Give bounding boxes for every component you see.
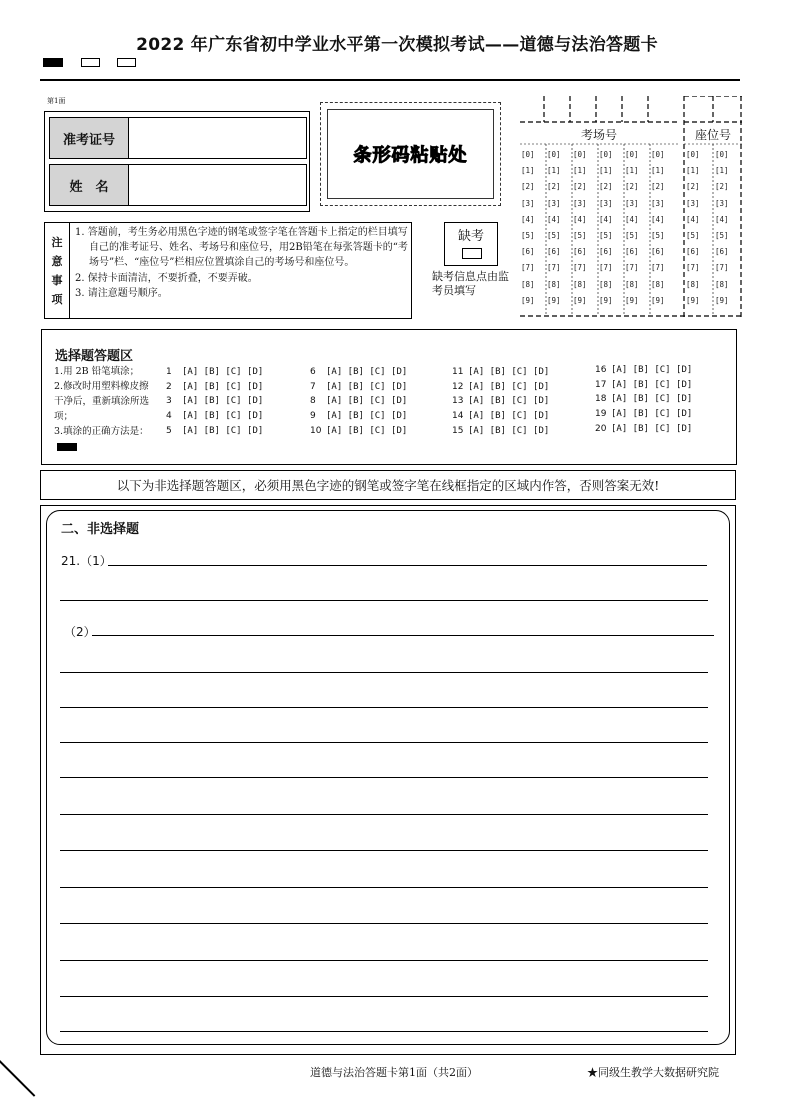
exam-room-bubble[interactable]: [6] bbox=[651, 247, 665, 257]
answer-line[interactable] bbox=[60, 1031, 708, 1032]
choice-question[interactable] bbox=[166, 426, 263, 436]
exam-room-bubble[interactable]: [0] bbox=[521, 150, 535, 159]
choice-question[interactable] bbox=[166, 396, 263, 406]
instruction-line: 2.修改时用塑料橡皮擦干净后，重新填涂所选项； bbox=[54, 381, 150, 422]
question-number: 8 bbox=[310, 396, 316, 407]
instruction-text: 3.填涂的正确方法是： bbox=[54, 426, 149, 437]
barcode-label: 条形码粘贴处 bbox=[327, 109, 494, 199]
answer-line[interactable] bbox=[60, 996, 708, 997]
seat-bubble[interactable]: [2] bbox=[715, 182, 729, 192]
seat-bubble[interactable]: [8] bbox=[715, 279, 729, 289]
seat-label: 座位号 bbox=[694, 128, 731, 142]
question-number: 11 bbox=[452, 367, 464, 377]
name-label: 姓 名 bbox=[50, 165, 129, 205]
exam-room-bubble[interactable]: [3] bbox=[599, 198, 613, 208]
footer-publisher: ★同级生教学大数据研究院 bbox=[587, 1066, 719, 1079]
exam-room-bubble[interactable]: [6] bbox=[521, 247, 535, 257]
exam-room-bubble[interactable]: [6] bbox=[599, 247, 613, 257]
exam-room-bubble[interactable]: [5] bbox=[547, 231, 561, 240]
answer-options[interactable]: [A] [B] [C] [D] bbox=[326, 425, 408, 436]
answer-options[interactable]: [A] [B] [C] [D] bbox=[182, 367, 264, 377]
page-label: 第1面 bbox=[47, 97, 66, 105]
answer-options[interactable]: [A] [B] [C] [D] bbox=[468, 411, 550, 422]
choice-question[interactable] bbox=[166, 367, 263, 377]
choice-question[interactable] bbox=[595, 409, 692, 419]
notice-text bbox=[75, 225, 409, 301]
question-number: 12 bbox=[452, 381, 464, 392]
exam-room-bubble[interactable]: [3] bbox=[547, 198, 561, 208]
choice-question[interactable] bbox=[595, 365, 692, 375]
header-divider bbox=[40, 79, 740, 81]
exam-room-bubble[interactable]: [5] bbox=[599, 231, 613, 240]
exam-room-bubble[interactable]: [9] bbox=[521, 295, 535, 305]
corner-line bbox=[0, 1060, 35, 1097]
exam-room-bubble[interactable]: [4] bbox=[651, 214, 665, 224]
answer-options[interactable]: [A] [B] [C] [D] bbox=[326, 367, 408, 377]
exam-room-bubble[interactable]: [0] bbox=[599, 150, 613, 159]
answer-options[interactable]: [A] [B] [C] [D] bbox=[326, 396, 408, 407]
answer-line[interactable] bbox=[60, 887, 708, 888]
question-number: 10 bbox=[310, 425, 322, 436]
seat-bubble[interactable]: [1] bbox=[686, 166, 700, 176]
exam-room-bubble[interactable]: [4] bbox=[599, 214, 613, 224]
exam-number-label: 准考证号 bbox=[50, 118, 129, 158]
seat-bubble[interactable]: [6] bbox=[715, 247, 729, 257]
seat-bubble[interactable]: [5] bbox=[715, 231, 729, 240]
question-number: 6 bbox=[310, 367, 316, 377]
answer-options[interactable]: [A] [B] [C] [D] bbox=[468, 425, 550, 436]
exam-room-bubble[interactable]: [1] bbox=[573, 166, 587, 176]
seat-bubble[interactable]: [4] bbox=[686, 214, 700, 224]
exam-room-bubble[interactable]: [4] bbox=[573, 214, 587, 224]
exam-room-bubble[interactable]: [3] bbox=[521, 198, 535, 208]
answer-options[interactable]: [A] [B] [C] [D] bbox=[611, 423, 693, 434]
choice-question[interactable] bbox=[595, 380, 692, 390]
seat-bubble[interactable]: [8] bbox=[686, 279, 700, 289]
answer-options[interactable]: [A] [B] [C] [D] bbox=[182, 425, 264, 436]
choice-question[interactable] bbox=[595, 424, 692, 434]
choice-question[interactable] bbox=[166, 382, 263, 392]
question-number: 16 bbox=[595, 365, 607, 375]
answer-options[interactable]: [A] [B] [C] [D] bbox=[182, 396, 264, 407]
answer-line[interactable] bbox=[60, 672, 708, 673]
seat-bubble[interactable]: [4] bbox=[715, 214, 729, 224]
notice-item: 3. 请注意题号顺序。 bbox=[75, 287, 168, 299]
answer-line[interactable] bbox=[92, 635, 714, 636]
choice-instructions bbox=[54, 364, 154, 454]
answer-options[interactable]: [A] [B] [C] [D] bbox=[611, 379, 693, 390]
exam-room-bubble[interactable]: [1] bbox=[599, 166, 613, 176]
exam-room-bubble[interactable]: [8] bbox=[651, 279, 665, 289]
absent-note: 缺考信息点由监考员填写 bbox=[432, 270, 509, 297]
exam-number-row bbox=[49, 117, 307, 159]
choice-question[interactable] bbox=[452, 367, 549, 377]
choice-question[interactable] bbox=[310, 426, 407, 436]
exam-room-bubble[interactable]: [8] bbox=[547, 279, 561, 289]
choice-question[interactable] bbox=[452, 426, 549, 436]
answer-line[interactable] bbox=[60, 814, 708, 815]
seat-bubble[interactable]: [9] bbox=[715, 295, 729, 305]
notice-side-char: 意 bbox=[51, 254, 63, 268]
exam-room-bubble[interactable]: [1] bbox=[547, 166, 561, 176]
exam-room-bubble[interactable]: [4] bbox=[625, 214, 639, 224]
exam-room-bubble[interactable]: [0] bbox=[625, 150, 639, 159]
exam-room-bubble[interactable]: [5] bbox=[521, 231, 535, 240]
answer-line[interactable] bbox=[60, 960, 708, 961]
exam-room-bubble[interactable]: [7] bbox=[573, 263, 587, 273]
exam-room-bubble[interactable]: [3] bbox=[573, 198, 587, 208]
choice-question[interactable] bbox=[310, 411, 407, 421]
seat-bubble[interactable]: [7] bbox=[686, 263, 700, 273]
exam-room-bubble[interactable]: [4] bbox=[521, 214, 535, 224]
question-number: 9 bbox=[310, 411, 316, 422]
exam-room-bubble[interactable]: [0] bbox=[651, 150, 665, 159]
seat-bubble[interactable]: [3] bbox=[686, 198, 700, 208]
exam-room-bubble[interactable]: [7] bbox=[651, 263, 665, 273]
exam-room-bubble[interactable]: [1] bbox=[651, 166, 665, 176]
choice-question[interactable] bbox=[452, 382, 549, 392]
answer-options[interactable]: [A] [B] [C] [D] bbox=[326, 411, 408, 422]
notice-item: 2. 保持卡面清洁，不要折叠，不要弄破。 bbox=[75, 272, 258, 284]
exam-room-bubble[interactable]: [1] bbox=[521, 166, 535, 176]
exam-room-bubble[interactable]: [9] bbox=[651, 295, 665, 305]
exam-room-bubble[interactable]: [0] bbox=[573, 150, 587, 159]
question-number: 3 bbox=[166, 396, 172, 407]
exam-room-bubble[interactable]: [9] bbox=[625, 295, 639, 305]
non-choice-warning: 以下为非选择题答题区，必须用黑色字迹的钢笔或签字笔在线框指定的区域内作答，否则答案无效! bbox=[40, 470, 736, 500]
answer-options[interactable]: [A] [B] [C] [D] bbox=[468, 381, 550, 392]
answer-line[interactable] bbox=[60, 923, 708, 924]
page-title: 2022 年广东省初中学业水平第一次模拟考试——道德与法治答题卡 bbox=[136, 35, 658, 55]
notice-side-char: 事 bbox=[51, 273, 63, 287]
question-number: 18 bbox=[595, 394, 607, 405]
question-number: 17 bbox=[595, 379, 607, 390]
instruction-line: 1.用 2B 铅笔填涂； bbox=[54, 366, 140, 377]
seat-bubble[interactable]: [7] bbox=[715, 263, 729, 273]
absent-checkbox[interactable] bbox=[462, 248, 482, 259]
filled-example-mark bbox=[57, 443, 77, 451]
answer-line[interactable] bbox=[60, 777, 708, 778]
alignment-mark-empty bbox=[81, 58, 100, 67]
answer-line[interactable] bbox=[60, 850, 708, 851]
notice-side-char: 项 bbox=[51, 292, 63, 306]
question-number: 19 bbox=[595, 409, 607, 420]
answer-options[interactable]: [A] [B] [C] [D] bbox=[611, 409, 693, 420]
alignment-mark-empty bbox=[117, 58, 136, 67]
student-info-box bbox=[44, 111, 310, 212]
exam-room-seat-grid bbox=[520, 96, 742, 317]
question-number: 13 bbox=[452, 396, 464, 407]
question-number: 7 bbox=[310, 381, 316, 392]
exam-room-bubble[interactable]: [9] bbox=[599, 295, 613, 305]
choice-question[interactable] bbox=[452, 396, 549, 406]
exam-room-bubble[interactable]: [9] bbox=[573, 295, 587, 305]
seat-bubble[interactable]: [0] bbox=[715, 150, 729, 159]
exam-room-bubble[interactable]: [6] bbox=[547, 247, 561, 257]
exam-room-bubble[interactable]: [5] bbox=[651, 231, 665, 240]
exam-room-bubble[interactable]: [4] bbox=[547, 214, 561, 224]
notice-item: 1. 答题前，考生务必用黑色字迹的钢笔或签字笔在答题卡上指定的栏目填写自己的准考证号、姓名、考场号和座位号，用2B铅笔在每张答题卡的“考场号”栏、“座位号”栏相应位置填涂自己的考场号和座位号。 bbox=[75, 227, 408, 269]
question-number: 1 bbox=[166, 367, 172, 377]
absent-label: 缺考 bbox=[457, 229, 484, 244]
answer-options[interactable]: [A] [B] [C] [D] bbox=[611, 365, 693, 375]
exam-room-bubble[interactable]: [7] bbox=[547, 263, 561, 273]
notice-side-label bbox=[45, 223, 70, 318]
answer-options[interactable]: [A] [B] [C] [D] bbox=[182, 381, 264, 392]
seat-bubble[interactable]: [0] bbox=[686, 150, 700, 159]
exam-room-bubble[interactable]: [2] bbox=[521, 182, 535, 192]
notice-side-char: 注 bbox=[51, 235, 63, 249]
question-number: 20 bbox=[595, 423, 607, 434]
choice-section-title: 选择题答题区 bbox=[55, 349, 134, 364]
answer-options[interactable]: [A] [B] [C] [D] bbox=[326, 381, 408, 392]
exam-room-bubble[interactable]: [2] bbox=[651, 182, 665, 192]
exam-room-bubble[interactable]: [8] bbox=[625, 279, 639, 289]
exam-room-bubble[interactable]: [8] bbox=[599, 279, 613, 289]
seat-bubble[interactable]: [6] bbox=[686, 247, 700, 257]
choice-question[interactable] bbox=[595, 394, 692, 404]
answer-line[interactable] bbox=[60, 600, 708, 601]
seat-bubble[interactable]: [2] bbox=[686, 182, 700, 192]
question-number: 14 bbox=[452, 411, 464, 422]
exam-room-bubble[interactable]: [6] bbox=[573, 247, 587, 257]
exam-room-bubble[interactable]: [2] bbox=[547, 182, 561, 192]
exam-room-bubble[interactable]: [7] bbox=[521, 263, 535, 273]
question-number: 5 bbox=[166, 425, 172, 436]
exam-room-bubble[interactable]: [2] bbox=[599, 182, 613, 192]
answer-options[interactable]: [A] [B] [C] [D] bbox=[182, 411, 264, 422]
exam-room-bubble[interactable]: [1] bbox=[625, 166, 639, 176]
footer-page-info: 道德与法治答题卡第1面（共2面） bbox=[310, 1066, 478, 1079]
non-choice-title: 二、非选择题 bbox=[61, 522, 140, 537]
choice-question[interactable] bbox=[452, 411, 549, 421]
question-number: 4 bbox=[166, 411, 172, 422]
answer-options[interactable]: [A] [B] [C] [D] bbox=[468, 367, 550, 377]
exam-room-bubble[interactable]: [2] bbox=[573, 182, 587, 192]
exam-room-bubble[interactable]: [3] bbox=[625, 198, 639, 208]
exam-room-label: 考场号 bbox=[580, 128, 617, 142]
exam-room-bubble[interactable]: [6] bbox=[625, 247, 639, 257]
answer-line[interactable] bbox=[108, 565, 707, 566]
answer-options[interactable]: [A] [B] [C] [D] bbox=[611, 394, 693, 405]
name-row bbox=[49, 164, 307, 206]
choice-question[interactable] bbox=[310, 396, 407, 406]
question-number: 2 bbox=[166, 381, 172, 392]
exam-room-bubble[interactable]: [8] bbox=[521, 279, 535, 289]
exam-room-bubble[interactable]: [7] bbox=[599, 263, 613, 273]
choice-question[interactable] bbox=[310, 367, 407, 377]
answer-options[interactable]: [A] [B] [C] [D] bbox=[468, 396, 550, 407]
exam-room-bubble[interactable]: [2] bbox=[625, 182, 639, 192]
seat-bubble[interactable]: [9] bbox=[686, 295, 700, 305]
exam-number-field[interactable] bbox=[129, 118, 306, 158]
notice-box bbox=[44, 222, 412, 319]
choice-question[interactable] bbox=[166, 411, 263, 421]
answer-line[interactable] bbox=[60, 742, 708, 743]
exam-room-bubble[interactable]: [8] bbox=[573, 279, 587, 289]
seat-bubble[interactable]: [3] bbox=[715, 198, 729, 208]
choice-question[interactable] bbox=[310, 382, 407, 392]
seat-bubble[interactable]: [5] bbox=[686, 231, 700, 240]
answer-line[interactable] bbox=[60, 707, 708, 708]
exam-room-bubble[interactable]: [5] bbox=[625, 231, 639, 240]
instruction-line bbox=[54, 424, 154, 454]
exam-room-bubble[interactable]: [3] bbox=[651, 198, 665, 208]
exam-room-bubble[interactable]: [5] bbox=[573, 231, 587, 240]
exam-room-bubble[interactable]: [0] bbox=[547, 150, 561, 159]
name-field[interactable] bbox=[129, 165, 306, 205]
exam-room-bubble[interactable]: [9] bbox=[547, 295, 561, 305]
question-21-part-2-label: （2） bbox=[64, 625, 96, 639]
question-21-part-1-label: 21.（1） bbox=[61, 554, 112, 568]
alignment-mark-filled bbox=[43, 58, 63, 67]
exam-room-bubble[interactable]: [7] bbox=[625, 263, 639, 273]
seat-bubble[interactable]: [1] bbox=[715, 166, 729, 176]
question-number: 15 bbox=[452, 425, 464, 436]
